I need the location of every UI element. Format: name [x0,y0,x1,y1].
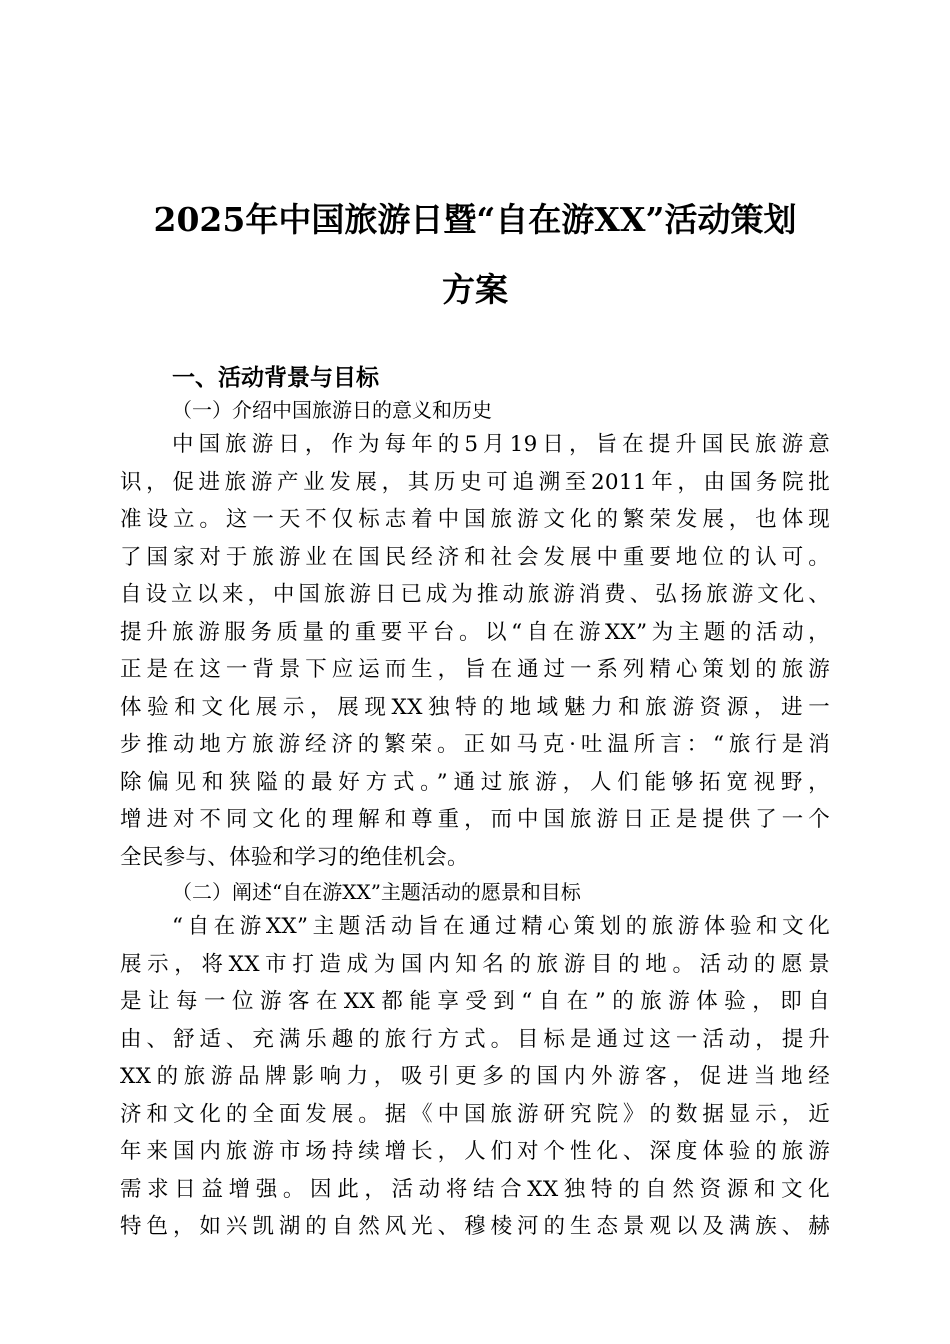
paragraph [120,908,830,1246]
paragraph-line: 提升旅游服务质量的重要平台。以“自在游XX”为主题的活动， [120,619,830,645]
section-heading: 一、活动背景与目标 [172,365,379,391]
paragraph-line: 自设立以来，中国旅游日已成为推动旅游消费、弘扬旅游文化、 [120,582,830,607]
paragraph-line: XX的旅游品牌影响力，吸引更多的国内外游客，促进当地经 [120,1064,830,1089]
paragraph-line: 年来国内旅游市场持续增长，人们对个性化、深度体验的旅游 [120,1139,830,1164]
paragraph-line: 正是在这一背景下应运而生，旨在通过一系列精心策划的旅游 [120,657,830,682]
document-body [120,362,830,1246]
paragraph-line: 特色，如兴凯湖的自然风光、穆棱河的生态景观以及满族、赫 [120,1214,830,1239]
paragraph-line: 步推动地方旅游经济的繁荣。正如马克·吐温所言：“旅行是消 [120,732,830,757]
paragraph-line: “自在游XX”主题活动旨在通过精心策划的旅游体验和文化 [172,914,830,939]
subsection-heading: （一）介绍中国旅游日的意义和历史 [172,398,492,422]
document-title-line1: 2025年中国旅游日暨“自在游XX”活动策划 [153,200,797,239]
paragraph-line: 中国旅游日，作为每年的5月19日，旨在提升国民旅游意 [172,432,830,457]
paragraph-line: 除偏见和狭隘的最好方式。”通过旅游，人们能够拓宽视野， [120,769,830,795]
paragraph-line: 需求日益增强。因此，活动将结合XX独特的自然资源和文化 [120,1176,830,1202]
document-title-line2: 方案 [442,270,508,309]
paragraph-line: 了国家对于旅游业在国民经济和社会发展中重要地位的认可。 [120,544,830,570]
paragraph-line: 体验和文化展示，展现XX独特的地域魅力和旅游资源，进一 [120,694,830,720]
subsection-heading: （二）阐述“自在游XX”主题活动的愿景和目标 [172,880,581,904]
paragraph-line: 由、舒适、充满乐趣的旅行方式。目标是通过这一活动，提升 [120,1026,830,1052]
paragraph [120,426,830,876]
paragraph-line: 是让每一位游客在XX都能享受到“自在”的旅游体验，即自 [120,989,830,1014]
paragraph-line: 全民参与、体验和学习的绝佳机会。 [120,844,469,870]
paragraph-line: 展示，将XX市打造成为国内知名的旅游目的地。活动的愿景 [120,951,830,977]
paragraph-line: 识，促进旅游产业发展，其历史可追溯至2011年，由国务院批 [120,469,830,495]
paragraph-line: 济和文化的全面发展。据《中国旅游研究院》的数据显示，近 [120,1101,830,1127]
paragraph-line: 增进对不同文化的理解和尊重，而中国旅游日正是提供了一个 [120,807,830,832]
paragraph-line: 准设立。这一天不仅标志着中国旅游文化的繁荣发展，也体现 [120,507,830,532]
